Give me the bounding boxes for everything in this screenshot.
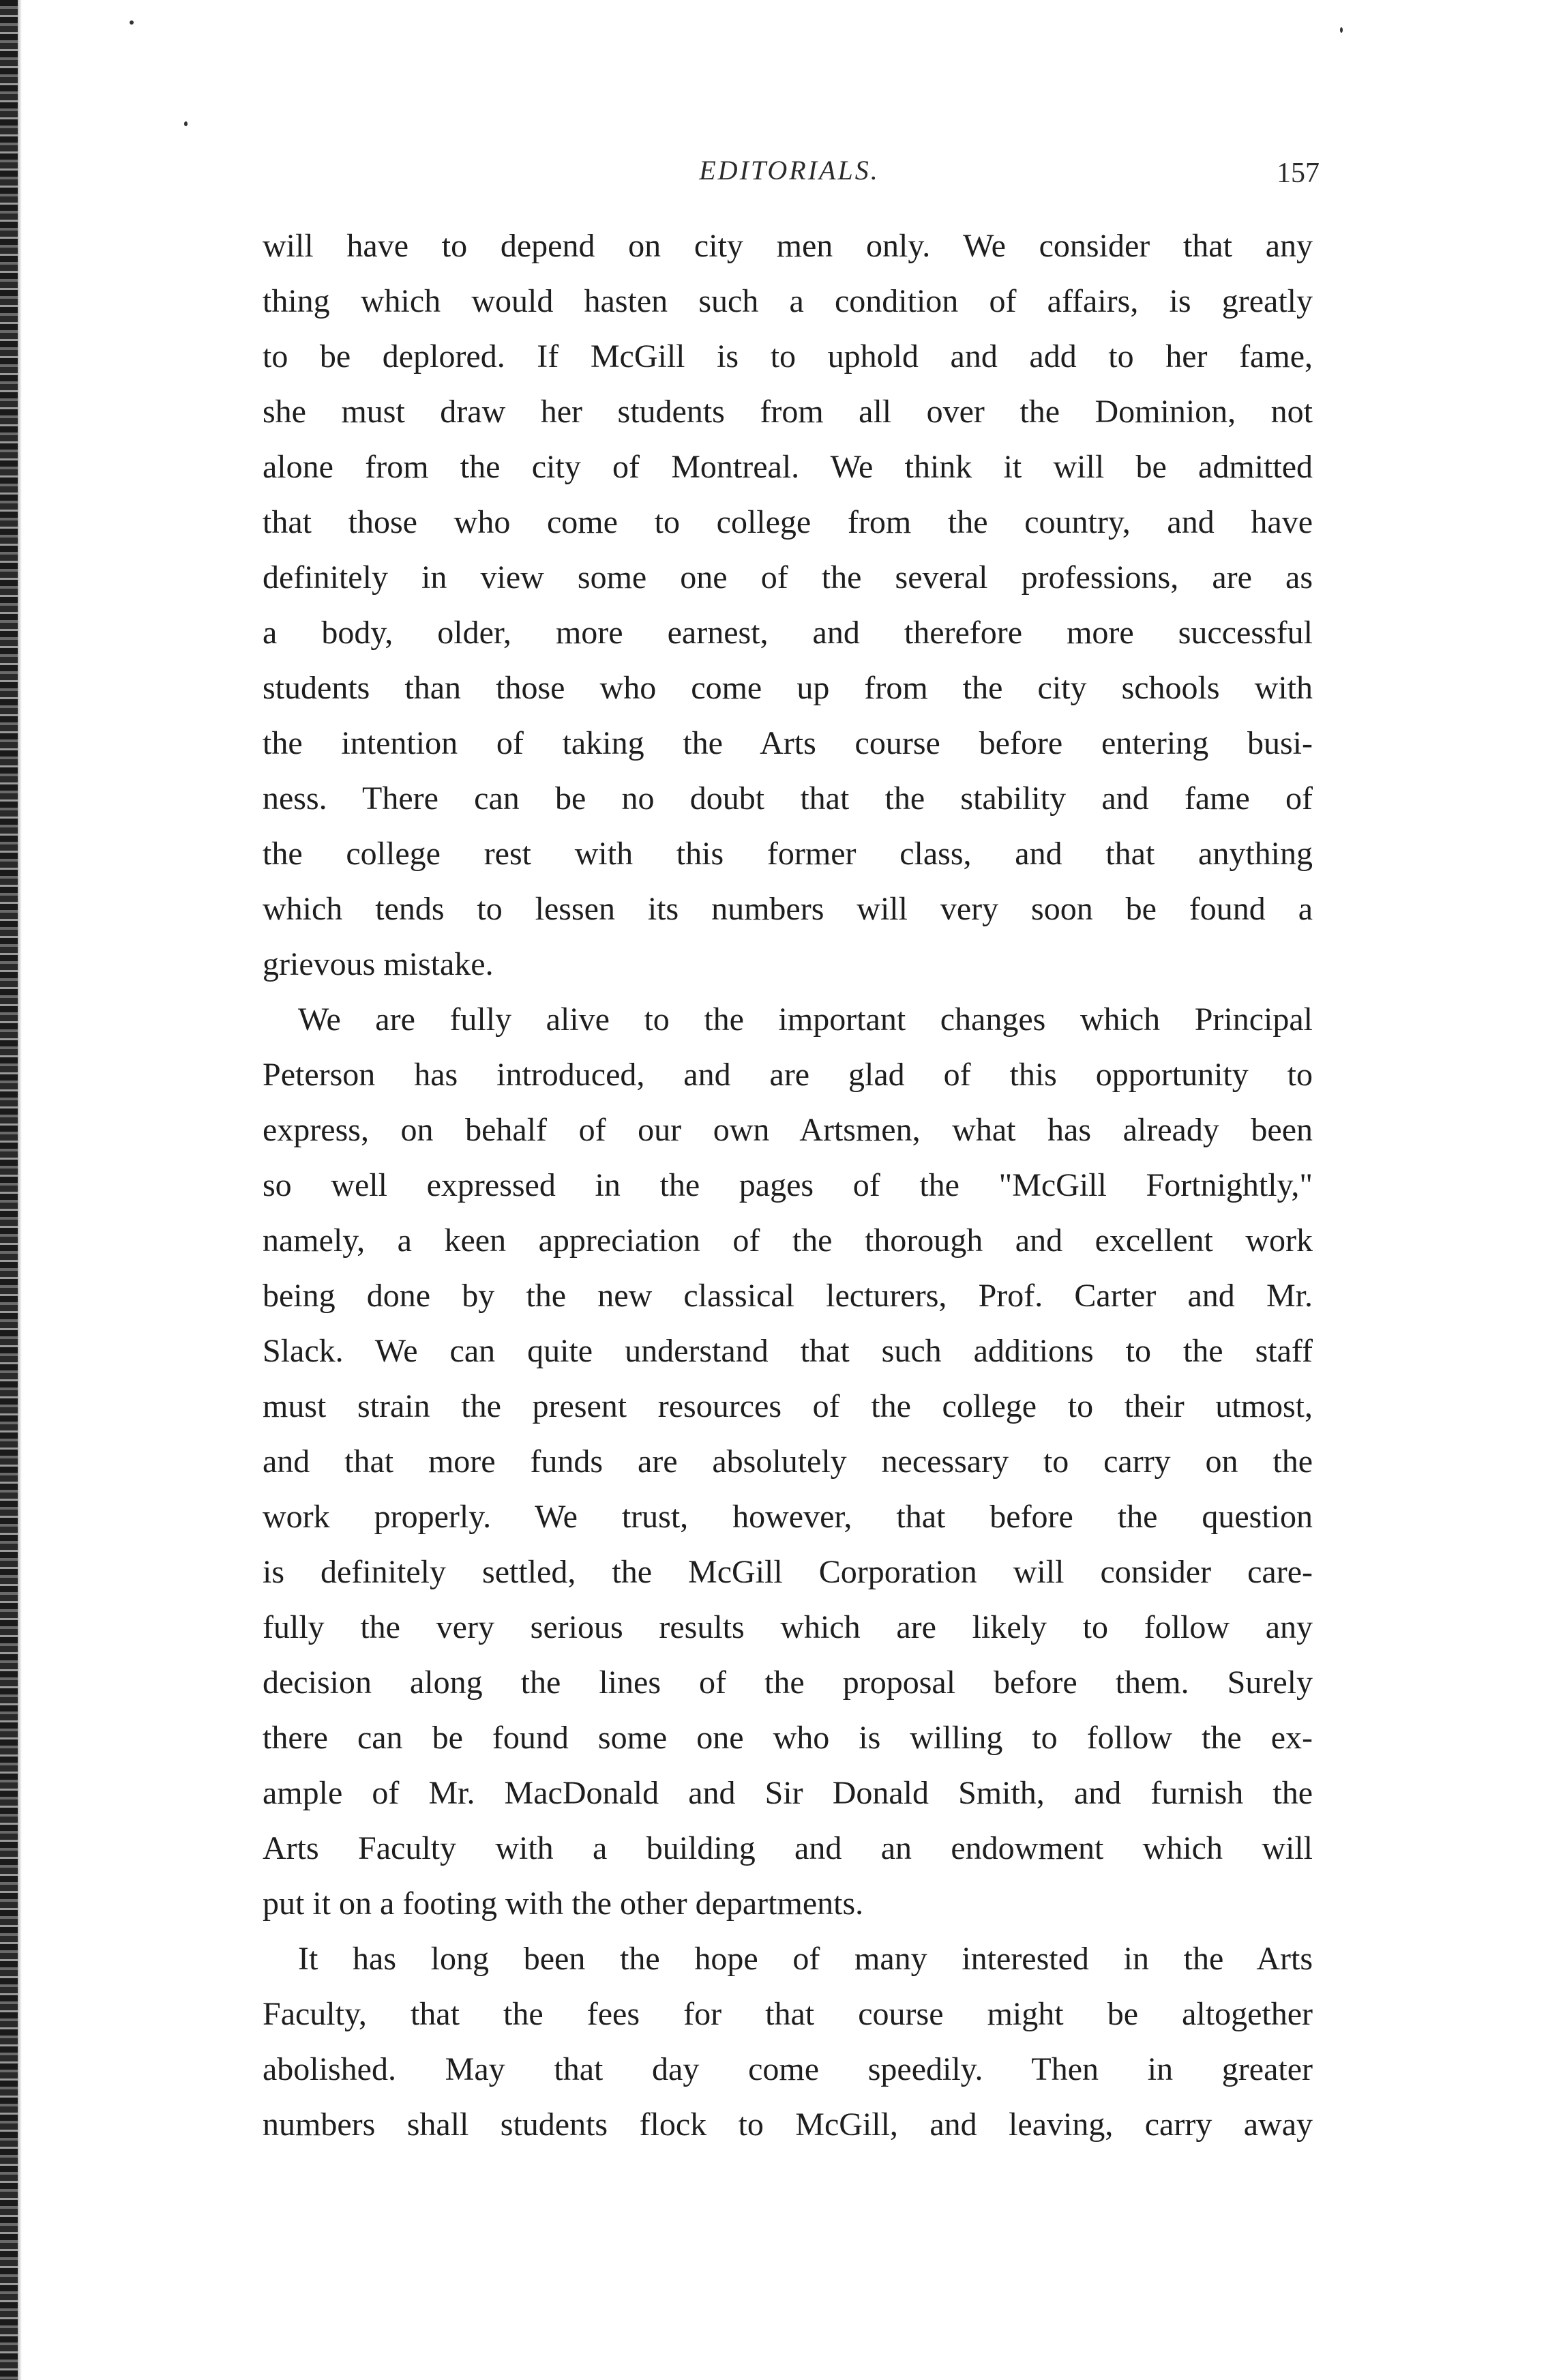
- text-line: being done by the new classical lecturers, Prof. Carter and Mr.: [263, 1278, 1313, 1314]
- text-line: work properly. We trust, however, that before the question: [263, 1499, 1313, 1535]
- text-line: numbers shall students flock to McGill, and leaving, carry away: [263, 2106, 1313, 2143]
- text-line: a body, older, more earnest, and therefore more successful: [263, 615, 1313, 651]
- text-line: that those who come to college from the country, and have: [263, 504, 1313, 540]
- paragraph: [263, 218, 1313, 992]
- running-head: EDITORIALS.: [699, 155, 880, 186]
- text-line: Peterson has introduced, and are glad of this opportunity to: [263, 1057, 1313, 1093]
- text-line: decision along the lines of the proposal before them. Surely: [263, 1664, 1313, 1701]
- text-line: Arts Faculty with a building and an endowment which will: [263, 1830, 1313, 1866]
- text-line: It has long been the hope of many interested in the Arts: [298, 1941, 1313, 1977]
- text-line: to be deplored. If McGill is to uphold and add to her fame,: [263, 338, 1313, 374]
- text-line: ample of Mr. MacDonald and Sir Donald Smith, and furnish the: [263, 1775, 1313, 1811]
- text-line: thing which would hasten such a condition of affairs, is greatly: [263, 283, 1313, 319]
- text-line: definitely in view some one of the several professions, are as: [263, 559, 1313, 596]
- text-line: We are fully alive to the important changes which Principal: [298, 1001, 1313, 1038]
- text-line: the college rest with this former class, and that anything: [263, 836, 1313, 872]
- text-line: she must draw her students from all over the Dominion, not: [263, 394, 1313, 430]
- scan-speck: [184, 121, 188, 126]
- page-number: 157: [1277, 158, 1320, 189]
- text-line: will have to depend on city men only. We consider that any: [263, 228, 1313, 264]
- text-line: put it on a footing with the other departments.: [263, 1885, 864, 1922]
- text-line: express, on behalf of our own Artsmen, what has already been: [263, 1112, 1313, 1148]
- paragraph: [263, 992, 1313, 1931]
- page-header: [259, 154, 1320, 195]
- scan-speck: [1340, 27, 1343, 33]
- text-line: which tends to lessen its numbers will very soon be found a: [263, 891, 1313, 927]
- text-line: ness. There can be no doubt that the stability and fame of: [263, 780, 1313, 817]
- scan-binding-edge: [0, 0, 18, 2380]
- text-line: and that more funds are absolutely necessary to carry on the: [263, 1443, 1313, 1480]
- text-line: Slack. We can quite understand that such additions to the staff: [263, 1333, 1313, 1369]
- text-line: alone from the city of Montreal. We think it will be admitted: [263, 449, 1313, 485]
- text-line: abolished. May that day come speedily. Then in greater: [263, 2051, 1313, 2087]
- text-line: is definitely settled, the McGill Corporation will consider care-: [263, 1554, 1313, 1590]
- text-line: students than those who come up from the city schools with: [263, 670, 1313, 706]
- paragraph: [263, 1931, 1313, 2152]
- text-line: so well expressed in the pages of the "McGill Fortnightly,": [263, 1167, 1313, 1203]
- text-line: namely, a keen appreciation of the thorough and excellent work: [263, 1222, 1313, 1259]
- text-line: there can be found some one who is willing to follow the ex-: [263, 1720, 1313, 1756]
- text-line: the intention of taking the Arts course before entering busi-: [263, 725, 1313, 761]
- text-line: grievous mistake.: [263, 946, 494, 982]
- text-line: fully the very serious results which are likely to follow any: [263, 1609, 1313, 1645]
- text-line: must strain the present resources of the college to their utmost,: [263, 1388, 1313, 1424]
- text-line: Faculty, that the fees for that course might be altogether: [263, 1996, 1313, 2032]
- editorial-body: [263, 218, 1313, 2152]
- scan-speck: [130, 20, 134, 25]
